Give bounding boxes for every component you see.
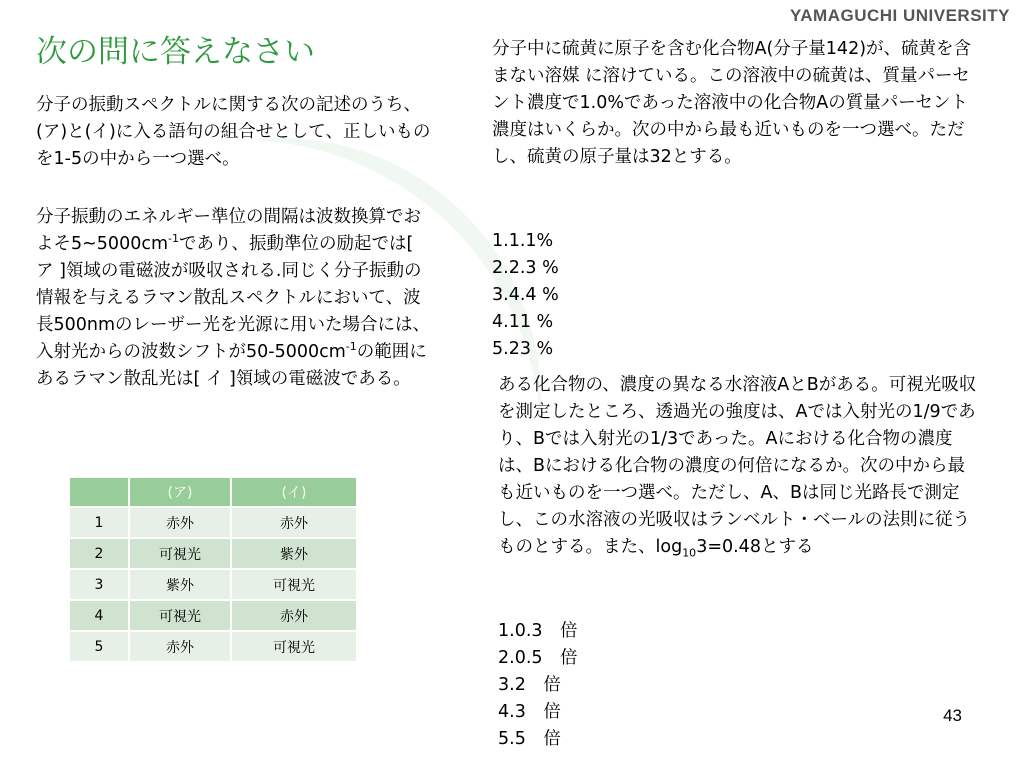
table-cell: 赤外 <box>231 507 357 538</box>
table-cell: 赤外 <box>129 507 231 538</box>
page-number: 43 <box>943 706 962 725</box>
q2-options <box>492 228 692 363</box>
table-row <box>69 569 357 600</box>
q2-option: 4.11 % <box>492 312 554 332</box>
university-logo: YAMAGUCHI UNIVERSITY <box>789 6 1010 25</box>
q2-option: 1.1.1% <box>492 231 554 251</box>
table-row <box>69 631 357 662</box>
table-cell: 可視光 <box>231 631 357 662</box>
q3-sub-1: 10 <box>682 546 697 560</box>
table-cell: 紫外 <box>231 538 357 569</box>
q3-options <box>498 618 698 753</box>
q2-option: 2.2.3 % <box>492 258 559 278</box>
table-row <box>69 600 357 631</box>
q2-option: 3.4.4 % <box>492 285 559 305</box>
table-cell: 4 <box>69 600 129 631</box>
answer-table-header <box>69 477 129 507</box>
q3-body <box>498 372 982 561</box>
q1-sup-2: -1 <box>345 340 357 354</box>
q1-body-part-b: であり、振動準位の励起では[ ア ]領域の電磁波が吸収される.同じく分子振動の情報を与えるラマン散乱スペクトルにおいて、波長500nmのレーザー光を光源に用いた場合には、入射光からの波数シフトが50-5000cm <box>36 234 431 362</box>
q1-sup-1: -1 <box>168 232 179 246</box>
table-cell: 1 <box>69 507 129 538</box>
q1-intro: 分子の振動スペクトルに関する次の記述のうち、(ア)と(イ)に入る語句の組合せとして、正しいものを1-5の中から一つ選べ。 <box>36 95 431 169</box>
answer-table <box>68 476 358 663</box>
table-cell: 可視光 <box>231 569 357 600</box>
table-cell: 2 <box>69 538 129 569</box>
table-cell: 紫外 <box>129 569 231 600</box>
q1-body-part-c: の範囲にあるラマン散乱光は[ イ ]領域の電磁波である。 <box>36 342 427 389</box>
table-cell: 可視光 <box>129 538 231 569</box>
q3-option: 2.0.5 倍 <box>498 648 578 668</box>
table-row <box>69 507 357 538</box>
page-title: 次の問に答えなさい <box>36 34 315 70</box>
q2-option: 5.23 % <box>492 339 554 359</box>
answer-table-header: (ア) <box>129 477 231 507</box>
q2-body: 分子中に硫黄に原子を含む化合物A(分子量142)が、硫黄を含まない溶媒 に溶けている。この溶液中の硫黄は、質量パーセント濃度で1.0%であった溶液中の化合物Aの質量パーセント濃度はいくらか。次の中から最も近いものを一つ選べ。ただし、硫黄の原子量は32とする。 <box>492 39 972 167</box>
answer-table-header-row <box>69 477 357 507</box>
q3-option: 3.2 倍 <box>498 675 561 695</box>
q3-body-part-a: ある化合物の、濃度の異なる水溶液AとBがある。可視光吸収を測定したところ、透過光の強度は、Aでは入射光の1/9であり、Bでは入射光の1/3であった。Aにおける化合物の濃度は、Bにおける化合物の濃度の何倍になるか。次の中から最も近いものを一つ選べ。ただし、A、Bは同じ光路長で測定し、この水溶液の光吸収はランベルト・ベールの法則に従うものとする。また、log <box>498 375 977 557</box>
q1-body <box>36 204 436 393</box>
table-cell: 可視光 <box>129 600 231 631</box>
q1-body-part-a: 分子振動のエネルギー準位の間隔は波数換算でおよそ5~5000cm <box>36 207 421 254</box>
table-cell: 赤外 <box>129 631 231 662</box>
table-row <box>69 538 357 569</box>
q3-body-part-b: 3=0.48とする <box>696 537 814 557</box>
table-cell: 5 <box>69 631 129 662</box>
table-cell: 赤外 <box>231 600 357 631</box>
table-cell: 3 <box>69 569 129 600</box>
q3-option: 5.5 倍 <box>498 729 561 749</box>
q3-option: 4.3 倍 <box>498 702 561 722</box>
q3-option: 1.0.3 倍 <box>498 621 578 641</box>
answer-table-header: (イ) <box>231 477 357 507</box>
